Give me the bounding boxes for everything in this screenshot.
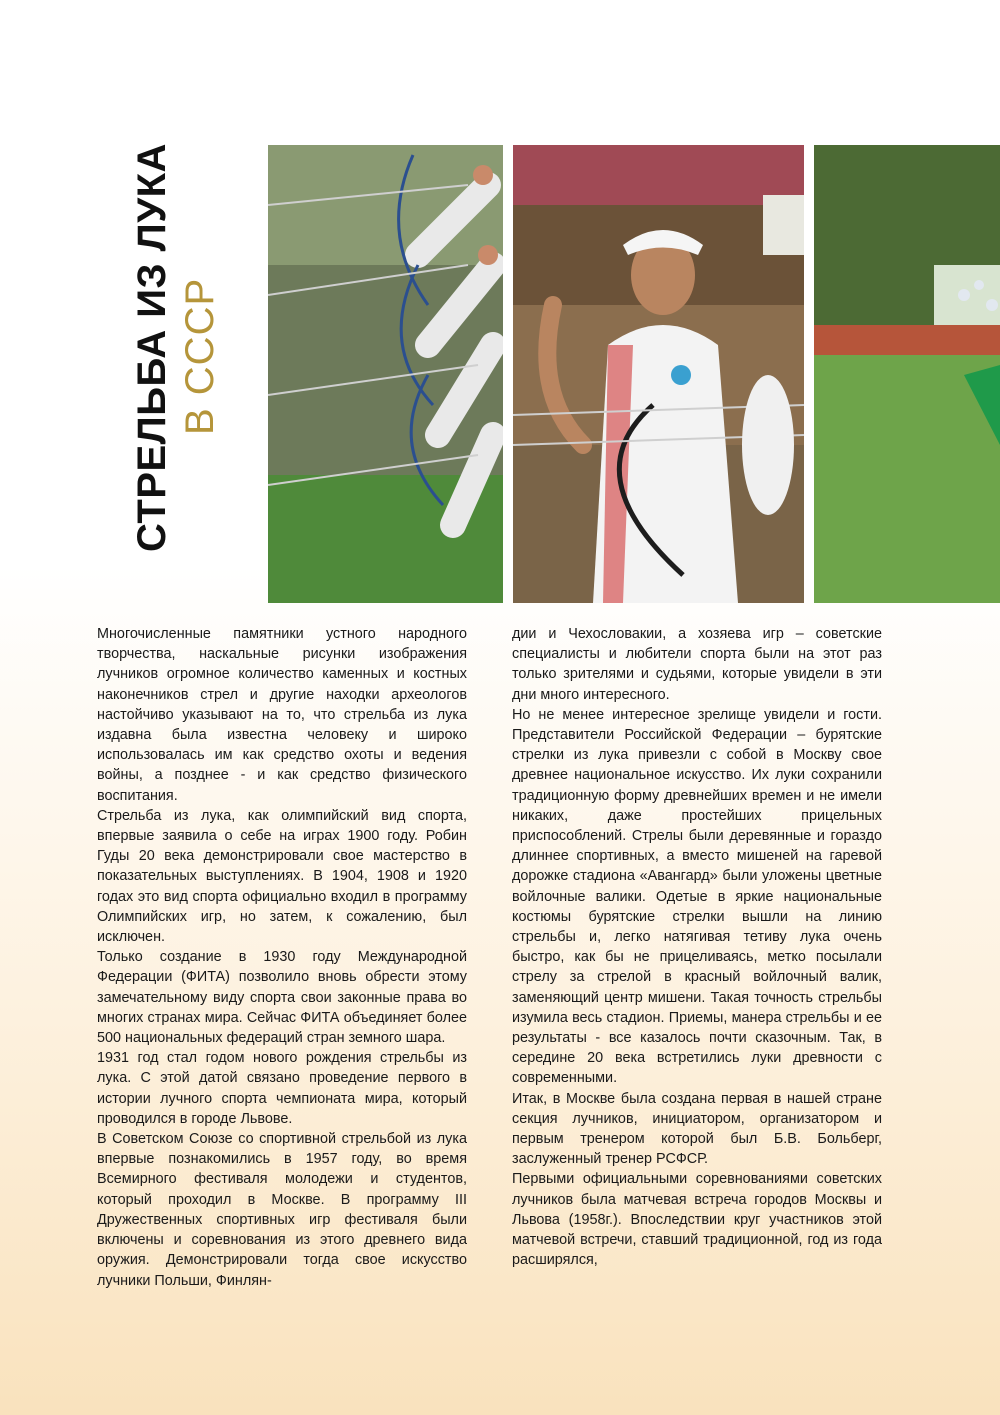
paragraph: Но не менее интересное зрелище увидели и гости. Представители Российской Федерации – бурятские стрелки из лука привезли с собой в Москву свое древнее национальное искусство. Их луки сохранили традиционную форму древнейших времен и не имели никаких, даже простейших прицельных приспособлений. Стрелы были деревянные и гораздо длиннее спортивных, а вместо мишеней на гаревой дорожке стадиона «Авангард» были уложены цветные войлочные валики. Одетые в яркие национальные костюмы бурятские стрелки вышли на линию стрельбы и, легко натягивая тетиву лука очень быстро, как бы не прицеливаясь, метко посылали стрелу за стрелой в красный войлочный валик, заменяющий центр мишени. Такая точность стрельбы изумила весь стадион. Приемы, манера стрельбы и ее результаты - все казалось почти сказочным. Так, в середине 20 века встретились луки древности с современными.: [512, 706, 882, 1087]
title-block: [120, 143, 230, 560]
paragraph: Стрельба из лука, как олимпийский вид спорта, впервые заявила о себе на играх 1900 году. Робин Гуды 20 века демонстрировали свое мастерство в показательных выступлениях. В 1904, 1908 и 1920 годах это вид спорта официально входил в программу Олимпийских игр, но затем, к сожалению, был исключен.: [97, 807, 467, 946]
paragraph: В Советском Союзе со спортивной стрельбой из лука впервые познакомились в 1957 году, во время Всемирного фестиваля молодежи и студентов, который проходил в Москве. В программу III Дружественных спортивных игр фестиваля были включены и соревнования из этого древнего вида оружия. Демонстрировали тогда свое искусство лучники Польши, Финлян-: [97, 1131, 467, 1289]
photo-archers-line: [268, 145, 503, 603]
paragraph: Только создание в 1930 году Международной Федерации (ФИТА) позволило вновь обрести этому замечательному виду спорта свои законные права во многих странах мира. Сейчас ФИТА объединяет более 500 национальных федераций стран земного шара.: [97, 949, 467, 1047]
paragraph: 1931 год стал годом нового рождения стрельбы из лука. С этой датой связано проведение первого в истории лучного спорта чемпионата мира, который проводился в городе Львове.: [97, 1050, 467, 1127]
text-column-left: [97, 624, 467, 1291]
photo-archery-field: [814, 145, 1000, 603]
paragraph: Итак, в Москве была создана первая в нашей стране секция лучников, инициатором, организатором и первым тренером которой был Б.В. Больберг, заслуженный тренер РСФСР.: [512, 1090, 882, 1168]
page-subtitle: В СССР: [178, 277, 222, 435]
text-column-right: [512, 624, 882, 1271]
paragraph: Первыми официальными соревнованиями советских лучников была матчевая встреча городов Москвы и Львова (1958г.). Впоследствии круг участников этой матчевой встречи, ставший традиционной, год из года расширялся,: [512, 1171, 882, 1269]
photo-elderly-archer: [513, 145, 804, 603]
paragraph: Многочисленные памятники устного народного творчества, наскальные рисунки изображения лучников огромное количество каменных и костных наконечников стрел и другие находки археологов настойчиво указывают на то, что стрельба из лука издавна была известна человеку и широко использовалась им как средство охоты и ведения войны, а позднее - и как средство физического воспитания.: [97, 626, 467, 804]
page-title: СТРЕЛЬБА ИЗ ЛУКА: [130, 143, 174, 552]
paragraph: дии и Чехословакии, а хозяева игр – советские специалисты и любители спорта были на этот раз только зрителями и судьями, которые увидели в эти дни много интересного.: [512, 626, 882, 703]
